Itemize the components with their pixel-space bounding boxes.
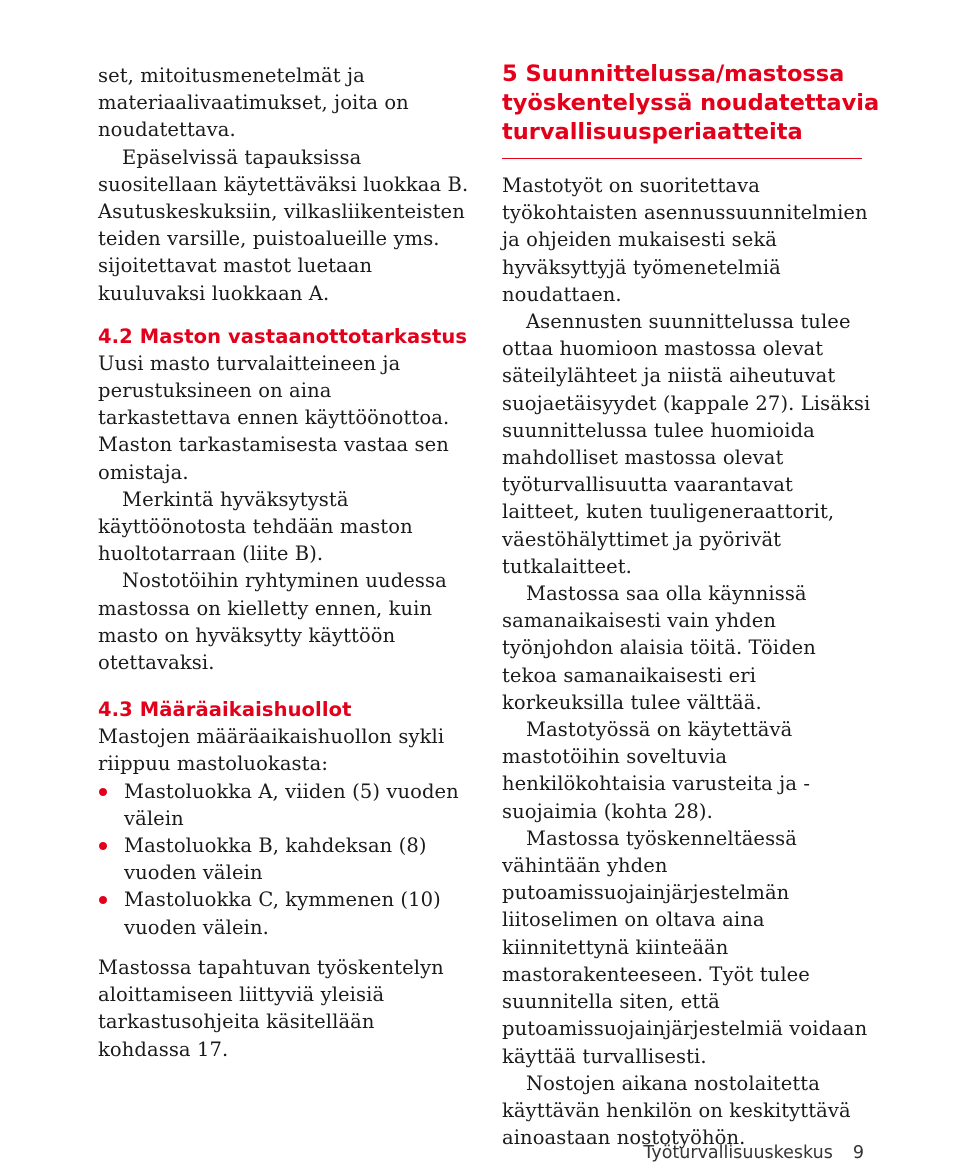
section-5-paragraph-4: Mastotyössä on käytettävä mastotöihin soveltuvia henkilökohtaisia varusteita ja -suojaimia (kohta 28). bbox=[502, 718, 811, 823]
list-item bbox=[98, 886, 470, 940]
section-5-paragraph-1: Mastotyöt on suoritettava työkohtaisten asennussuunnitelmien ja ohjeiden mukaisesti sekä hyväksyttyjä työmenetelmiä noudattaen. bbox=[502, 174, 868, 306]
publisher-name: Työturvallisuuskeskus bbox=[643, 1143, 833, 1163]
section-4-3-heading: 4.3 Määräaikaishuollot bbox=[98, 698, 352, 722]
section-5-paragraph-2: Asennusten suunnittelussa tulee ottaa huomioon mastossa olevat säteilylähteet ja niistä aiheutuvat suojaetäisyydet (kappale 27). Lisäksi suunnittelussa tulee huomioida mahdolliset mastossa olevat työturvallisuutta vaarantavat laitteet, kuten tuuligeneraattorit, väestöhälyttimet ja pyörivät tutkalaitteet. bbox=[502, 310, 871, 578]
list-item bbox=[98, 778, 470, 832]
section-4-2-heading: 4.2 Maston vastaanottotarkastus bbox=[98, 324, 468, 348]
bullet-dot-icon bbox=[99, 788, 107, 796]
bullet-dot-icon bbox=[99, 842, 107, 850]
section-4-2-paragraph-2: Merkintä hyväksytystä käyttöönotosta tehdään maston huoltotarraan (liite B). bbox=[98, 487, 413, 566]
left-column bbox=[98, 62, 470, 1063]
page-footer bbox=[643, 1143, 864, 1163]
intro-paragraph-1: set, mitoitusmenetelmät ja materiaalivaatimukset, joita on noudatettava. bbox=[98, 64, 409, 142]
page-number: 9 bbox=[852, 1143, 864, 1163]
list-item-text: Mastoluokka B, kahdeksan (8) vuoden välein bbox=[124, 834, 427, 885]
list-item-text: Mastoluokka C, kymmenen (10) vuoden välein. bbox=[124, 888, 441, 939]
list-item bbox=[98, 832, 470, 886]
list-item-text: Mastoluokka A, viiden (5) vuoden välein bbox=[124, 779, 459, 830]
section-4-2-paragraph-3: Nostotöihin ryhtyminen uudessa mastossa on kielletty ennen, kuin masto on hyväksytty käyttöön otettavaksi. bbox=[98, 569, 447, 675]
bullet-dot-icon bbox=[99, 896, 107, 904]
section-4-3-paragraph-1: Mastojen määräaikaishuollon sykli riippuu mastoluokasta: bbox=[98, 725, 445, 776]
section-5-paragraph-5: Mastossa työskenneltäessä vähintään yhden putoamissuojainjärjestelmän liitoselimen on oltava aina kiinnitettynä kiinteään mastorakenteeseen. Työt tulee suunnitella siten, että putoamissuojainjärjestelmiä voidaan käyttää turvallisesti. bbox=[502, 826, 868, 1068]
section-4-2-paragraph-1: Uusi masto turvalaitteineen ja perustuksineen on aina tarkastettava ennen käyttöönottoa. Maston tarkastamisesta vastaa sen omistaja. bbox=[98, 351, 450, 484]
section-4-3-paragraph-2: Mastossa tapahtuvan työskentelyn aloittamiseen liittyviä yleisiä tarkastusohjeita käsitellään kohdassa 17. bbox=[98, 955, 444, 1061]
intro-paragraph-2: Epäselvissä tapauksissa suositellaan käytettäväksi luokkaa B. Asutuskeskuksiin, vilkasliikenteisten teiden varsille, puistoalueille yms. sijoitettavat mastot luetaan kuuluvaksi luokkaan A. bbox=[98, 145, 469, 305]
spacer bbox=[98, 941, 470, 954]
section-5-heading: 5 Suunnittelussa/mastossa työskentelyssä noudatettavia turvallisuusperiaatteita bbox=[502, 61, 880, 145]
right-column bbox=[502, 172, 874, 1151]
heading-divider bbox=[502, 158, 862, 159]
section-5-paragraph-3: Mastossa saa olla käynnissä samanaikaisesti vain yhden työnjohdon alaisia töitä. Töiden tekoa samanaikaisesti eri korkeuksilla tulee välttää. bbox=[502, 582, 816, 714]
section-5-paragraph-6: Nostojen aikana nostolaitetta käyttävän henkilön on keskityttävä ainoastaan nostotyöhön. bbox=[502, 1071, 851, 1150]
maintenance-interval-list bbox=[98, 778, 470, 941]
